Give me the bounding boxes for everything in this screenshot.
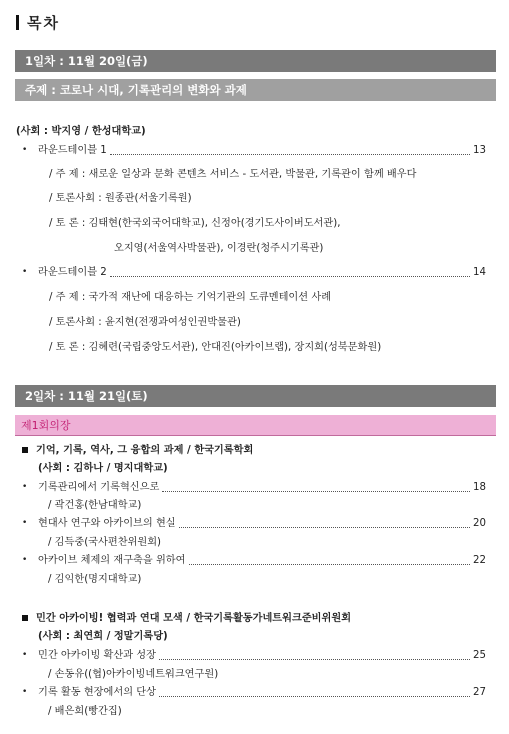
group-1-moderator: (사회 : 김하나 / 명지대학교) — [38, 463, 168, 474]
dot-leader — [159, 651, 470, 660]
toc-entry-group1-item1[interactable] — [22, 481, 486, 494]
page-title — [16, 12, 60, 33]
entry-page-number: 14 — [473, 267, 486, 278]
toc-entry-group1-item2[interactable] — [22, 517, 486, 530]
dot-leader — [110, 268, 470, 277]
bullet-icon: • — [22, 145, 28, 155]
entry-label: 민간 아카이빙 확산과 성장 — [38, 650, 156, 661]
day2-header-text: 2일차 : 11월 21일(토) — [25, 389, 148, 403]
entry-label: 기록관리에서 기록혁신으로 — [38, 482, 160, 493]
page-title-text: 목차 — [27, 14, 60, 32]
entry-page-number: 25 — [473, 650, 486, 661]
session-header — [15, 415, 496, 436]
entry-author: / 손동유((협)아카이빙네트워크연구원) — [48, 669, 219, 680]
day2-header — [15, 385, 496, 407]
toc-entry-group1-item3[interactable] — [22, 554, 486, 567]
dot-leader — [110, 146, 470, 155]
group-2-moderator: (사회 : 최연희 / 정말기록당) — [38, 631, 168, 642]
entry-label: 라운드테이블 2 — [38, 267, 107, 278]
day1-theme — [15, 79, 496, 101]
roundtable-2-chair: / 토론사회 : 윤지현(전쟁과여성인권박물관) — [49, 317, 241, 328]
roundtable-1-topic: / 주 제 : 새로운 일상과 문화 콘텐츠 서비스 - 도서관, 박물관, 기록관이 함께 배우다 — [49, 169, 417, 180]
bullet-icon: • — [22, 555, 28, 565]
toc-entry-roundtable-1[interactable] — [22, 144, 486, 157]
entry-page-number: 22 — [473, 555, 486, 566]
day1-header-text: 1일차 : 11월 20일(금) — [25, 54, 148, 68]
day1-moderator: (사회 : 박지영 / 한성대학교) — [16, 126, 146, 137]
bullet-icon: • — [22, 482, 28, 492]
dot-leader — [162, 483, 470, 492]
entry-author: / 배은희(빵간집) — [48, 706, 122, 717]
dot-leader — [159, 688, 470, 697]
roundtable-1-chair: / 토론사회 : 원종관(서울기록원) — [49, 193, 192, 204]
square-bullet-icon — [22, 615, 28, 621]
entry-label: 아카이브 체제의 재구축을 위하여 — [38, 555, 186, 566]
entry-author: / 곽건홍(한남대학교) — [48, 500, 142, 511]
toc-entry-group2-item1[interactable] — [22, 649, 486, 662]
bullet-icon: • — [22, 687, 28, 697]
group-1-title-text: 기억, 기록, 역사, 그 융합의 과제 / 한국기록학회 — [36, 445, 254, 456]
roundtable-2-topic: / 주 제 : 국가적 재난에 대응하는 기억기관의 도큐멘테이션 사례 — [49, 292, 332, 303]
session-header-text: 제1회의장 — [21, 419, 71, 432]
roundtable-1-panel: / 토 론 : 김태현(한국외국어대학교), 신정아(경기도사이버도서관), — [49, 218, 341, 229]
entry-label: 기록 활동 현장에서의 단상 — [38, 687, 156, 698]
bullet-icon: • — [22, 650, 28, 660]
toc-entry-group2-item2[interactable] — [22, 686, 486, 699]
entry-page-number: 13 — [473, 145, 486, 156]
group-2-title-text: 민간 아카이빙! 협력과 연대 모색 / 한국기록활동가네트워크준비위원회 — [36, 613, 352, 624]
square-bullet-icon — [22, 447, 28, 453]
entry-label: 라운드테이블 1 — [38, 145, 107, 156]
group-2-title — [22, 612, 351, 625]
group-1-title — [22, 444, 253, 457]
bullet-icon: • — [22, 518, 28, 528]
bullet-icon: • — [22, 267, 28, 277]
entry-page-number: 20 — [473, 518, 486, 529]
entry-page-number: 18 — [473, 482, 486, 493]
dot-leader — [189, 556, 471, 565]
dot-leader — [179, 519, 470, 528]
roundtable-2-panel: / 토 론 : 김혜련(국립중앙도서관), 안대진(아카이브랩), 장지희(성북문화원) — [49, 342, 382, 353]
entry-page-number: 27 — [473, 687, 486, 698]
roundtable-1-panel-cont: 오지영(서울역사박물관), 이경란(청주시기록관) — [114, 243, 324, 254]
day1-header — [15, 50, 496, 72]
entry-author: / 김득중(국사편찬위원회) — [48, 537, 162, 548]
entry-author: / 김익한(명지대학교) — [48, 574, 142, 585]
day1-theme-text: 주제 : 코로나 시대, 기록관리의 변화와 과제 — [25, 83, 247, 97]
toc-entry-roundtable-2[interactable] — [22, 266, 486, 279]
title-marker — [16, 15, 19, 30]
entry-label: 현대사 연구와 아카이브의 현실 — [38, 518, 176, 529]
